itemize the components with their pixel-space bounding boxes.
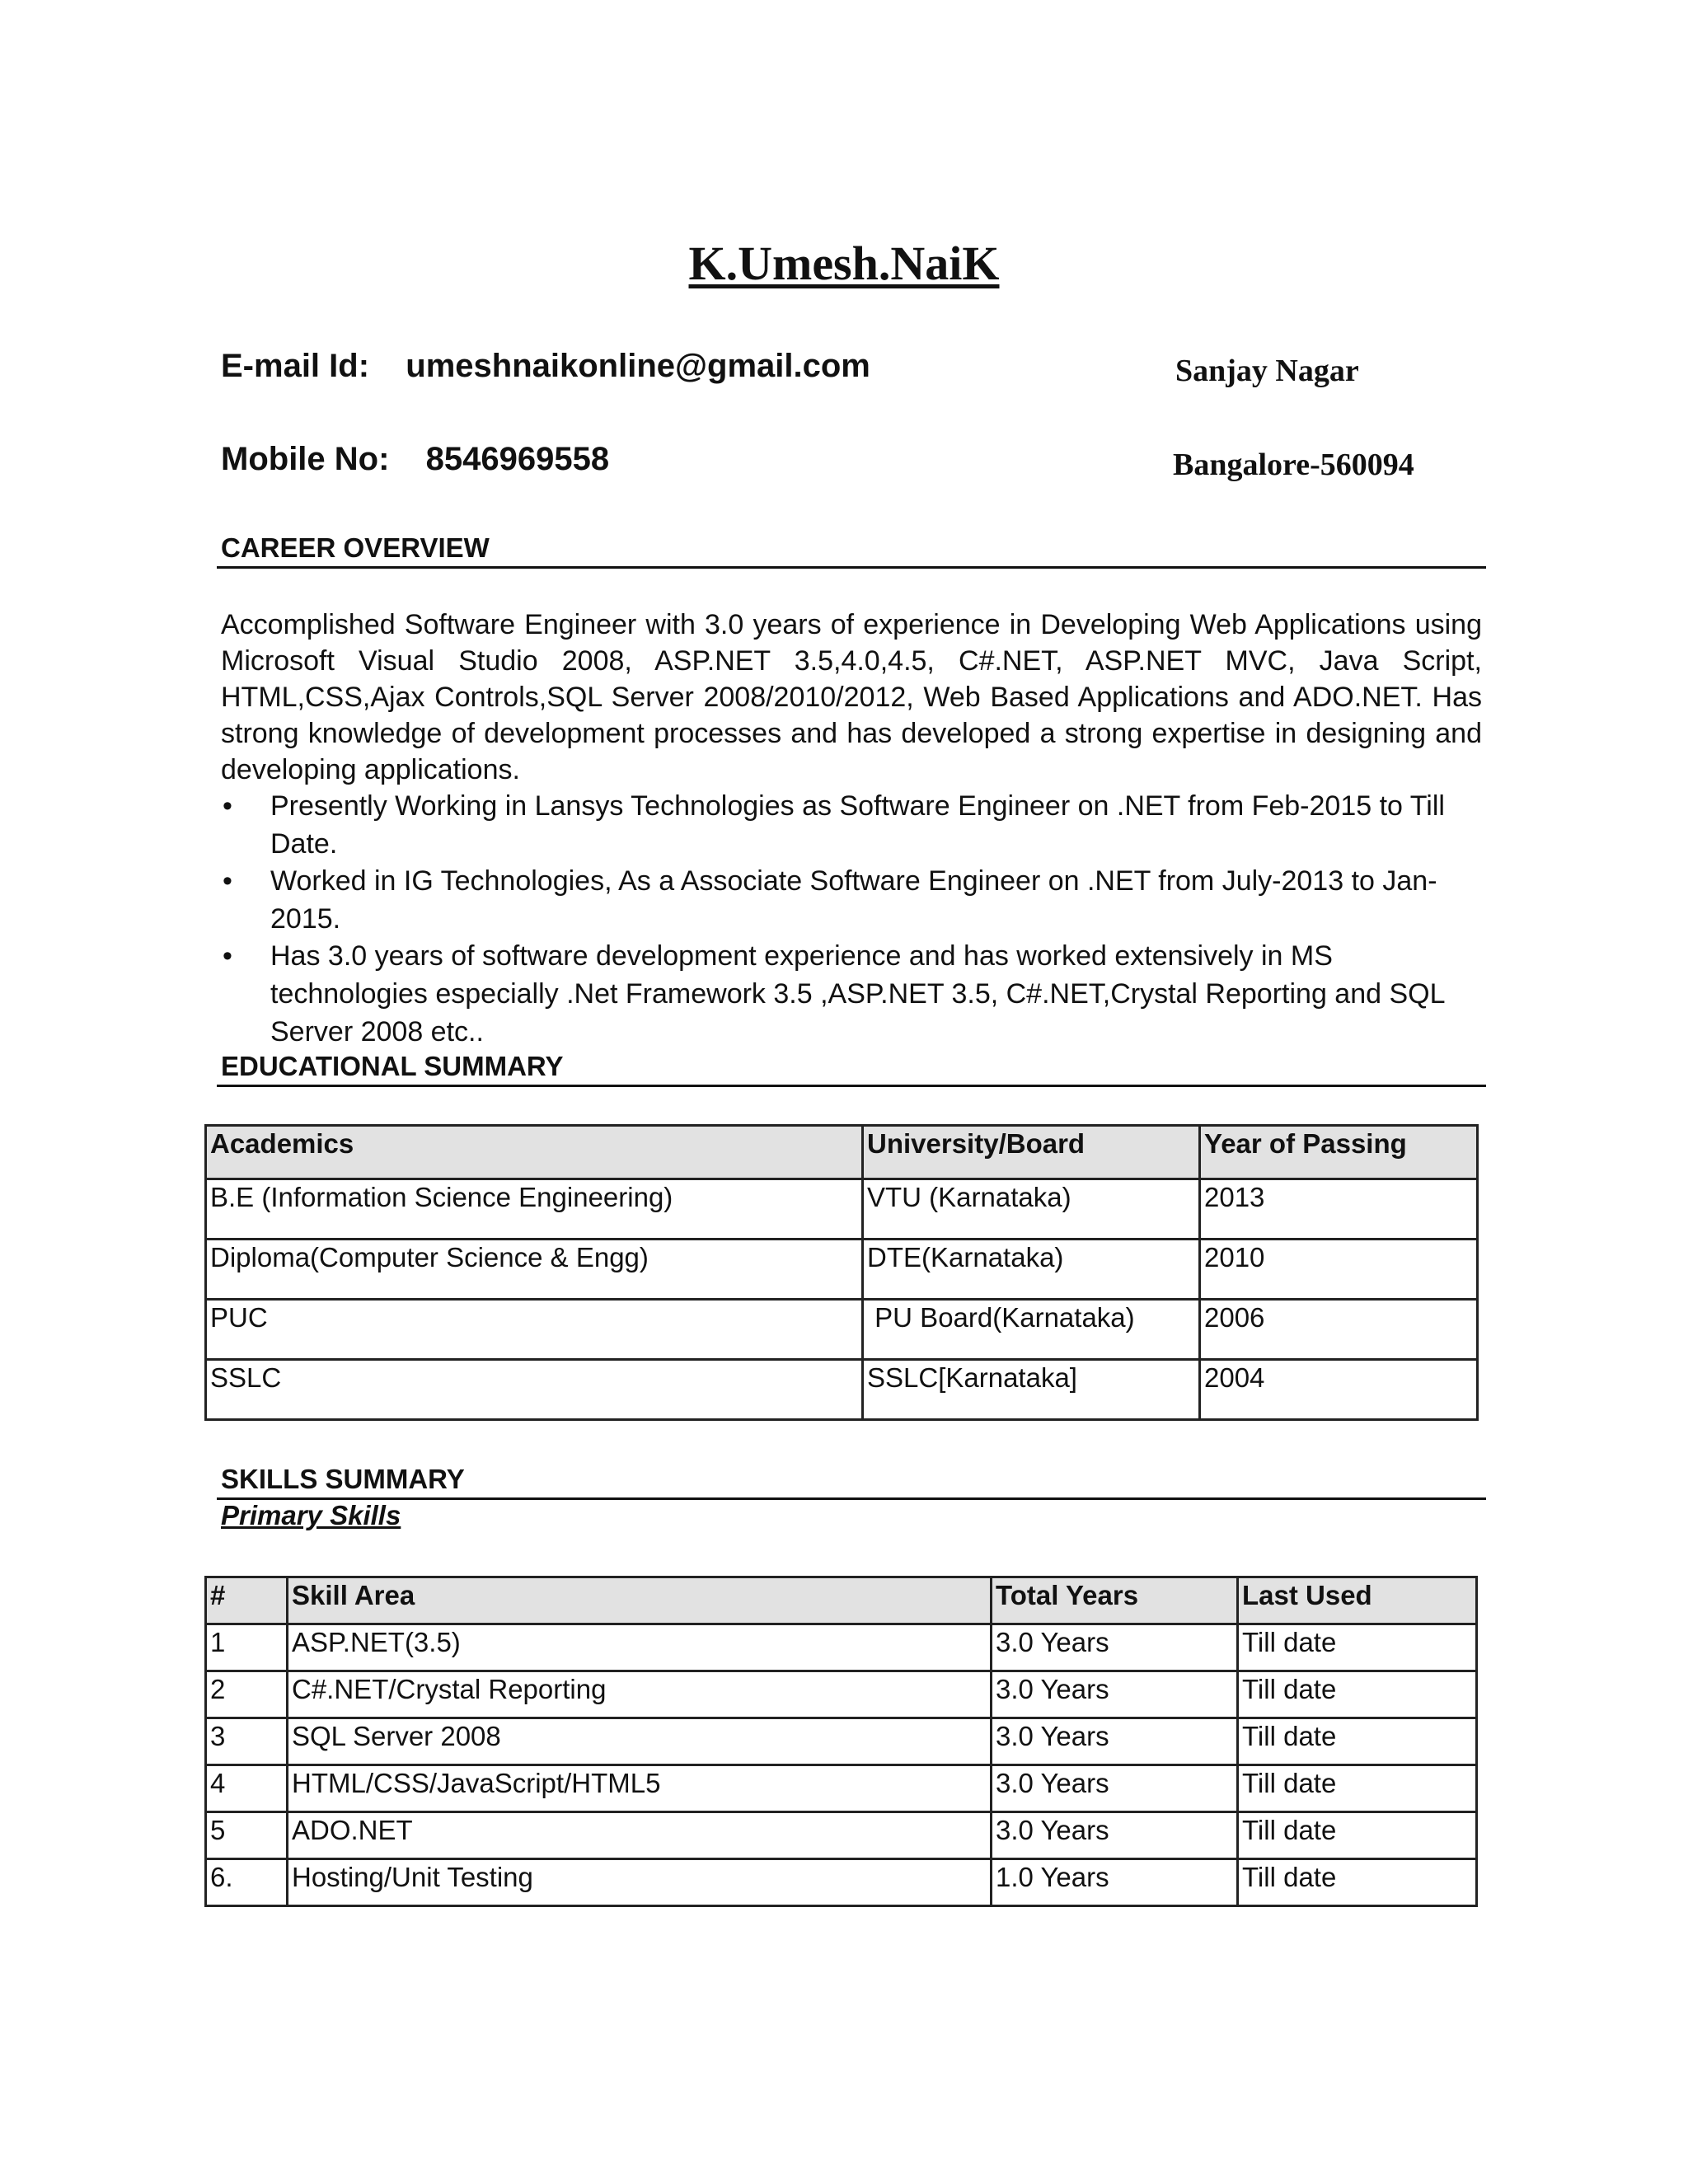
table-cell: HTML/CSS/JavaScript/HTML5 bbox=[288, 1765, 992, 1812]
bullet-text: Has 3.0 years of software development experience and has worked extensively in MS technologies especially .Net Framework 3.5 ,ASP.NET 3.5, C#.NET,Crystal Reporting and SQL Server 2008 etc.. bbox=[270, 940, 1445, 1047]
table-cell: 1 bbox=[206, 1624, 288, 1671]
column-header: Last Used bbox=[1238, 1577, 1477, 1624]
table-row bbox=[206, 1718, 1477, 1765]
table-cell: SSLC[Karnataka] bbox=[863, 1360, 1200, 1420]
address-line-1: Sanjay Nagar bbox=[1175, 354, 1359, 388]
email-label: E-mail Id: bbox=[221, 348, 370, 384]
table-cell: ADO.NET bbox=[288, 1812, 992, 1859]
table-cell: 6. bbox=[206, 1859, 288, 1906]
table-cell: Diploma(Computer Science & Engg) bbox=[206, 1240, 863, 1300]
table-row bbox=[206, 1179, 1478, 1240]
table-cell: 3.0 Years bbox=[992, 1718, 1238, 1765]
table-cell: 1.0 Years bbox=[992, 1859, 1238, 1906]
address-line-2: Bangalore-560094 bbox=[1173, 448, 1414, 482]
candidate-name: K.Umesh.NaiK bbox=[688, 237, 1000, 290]
career-rule bbox=[217, 566, 1486, 569]
table-cell: 5 bbox=[206, 1812, 288, 1859]
table-cell: PU Board(Karnataka) bbox=[863, 1300, 1200, 1360]
table-cell: 3.0 Years bbox=[992, 1765, 1238, 1812]
table-cell: Till date bbox=[1238, 1671, 1477, 1718]
table-row bbox=[206, 1240, 1478, 1300]
email-value: umeshnaikonline@gmail.com bbox=[406, 348, 870, 384]
table-cell: DTE(Karnataka) bbox=[863, 1240, 1200, 1300]
career-paragraph: Accomplished Software Engineer with 3.0 years of experience in Developing Web Applications using Microsoft Visual Studio 2008, ASP.NET 3.5,4.0,4.5, C#.NET, ASP.NET MVC, Java Script, HTML,CSS,Ajax Controls,SQL Server 2008/2010/2012, Web Based Applications and ADO.NET. Has strong knowledge of development processes and has developed a strong expertise in designing and developing applications. bbox=[221, 609, 1482, 785]
mobile-line bbox=[221, 441, 609, 478]
table-cell: VTU (Karnataka) bbox=[863, 1179, 1200, 1240]
table-cell: 2004 bbox=[1200, 1360, 1478, 1420]
skills-table bbox=[204, 1576, 1478, 1907]
table-cell: 2010 bbox=[1200, 1240, 1478, 1300]
table-row bbox=[206, 1300, 1478, 1360]
table-cell: Till date bbox=[1238, 1812, 1477, 1859]
column-header: Year of Passing bbox=[1200, 1126, 1478, 1179]
table-row bbox=[206, 1360, 1478, 1420]
table-cell: 4 bbox=[206, 1765, 288, 1812]
education-heading: EDUCATIONAL SUMMARY bbox=[221, 1051, 564, 1081]
table-cell: 3.0 Years bbox=[992, 1624, 1238, 1671]
table-cell: 2006 bbox=[1200, 1300, 1478, 1360]
bullet-text: Worked in IG Technologies, As a Associate Software Engineer on .NET from July-2013 to Jan-2015. bbox=[270, 865, 1437, 935]
table-cell: Till date bbox=[1238, 1624, 1477, 1671]
table-row bbox=[206, 1624, 1477, 1671]
bullet-icon: • bbox=[223, 865, 232, 897]
bullet-text: Presently Working in Lansys Technologies as Software Engineer on .NET from Feb-2015 to Till Date. bbox=[270, 790, 1445, 860]
table-row bbox=[206, 1765, 1477, 1812]
table-cell: PUC bbox=[206, 1300, 863, 1360]
bullet-icon: • bbox=[223, 790, 232, 822]
email-line bbox=[221, 348, 870, 385]
table-header-row bbox=[206, 1126, 1478, 1179]
mobile-value: 8546969558 bbox=[425, 441, 610, 477]
table-cell: Till date bbox=[1238, 1718, 1477, 1765]
table-cell: SQL Server 2008 bbox=[288, 1718, 992, 1765]
column-header: University/Board bbox=[863, 1126, 1200, 1179]
table-cell: B.E (Information Science Engineering) bbox=[206, 1179, 863, 1240]
table-row bbox=[206, 1671, 1477, 1718]
bullet-icon: • bbox=[223, 940, 232, 972]
skills-heading: SKILLS SUMMARY bbox=[221, 1464, 465, 1494]
education-table bbox=[204, 1124, 1479, 1421]
mobile-label: Mobile No: bbox=[221, 441, 390, 477]
career-heading: CAREER OVERVIEW bbox=[221, 532, 490, 563]
column-header: # bbox=[206, 1577, 288, 1624]
education-rule bbox=[217, 1085, 1486, 1087]
table-cell: Hosting/Unit Testing bbox=[288, 1859, 992, 1906]
table-cell: 3.0 Years bbox=[992, 1671, 1238, 1718]
table-row bbox=[206, 1859, 1477, 1906]
table-cell: 3.0 Years bbox=[992, 1812, 1238, 1859]
table-cell: 2013 bbox=[1200, 1179, 1478, 1240]
table-cell: Till date bbox=[1238, 1765, 1477, 1812]
primary-skills-subheading: Primary Skills bbox=[221, 1500, 401, 1530]
skills-rule bbox=[217, 1497, 1486, 1500]
table-cell: SSLC bbox=[206, 1360, 863, 1420]
table-cell: ASP.NET(3.5) bbox=[288, 1624, 992, 1671]
table-row bbox=[206, 1812, 1477, 1859]
table-cell: 3 bbox=[206, 1718, 288, 1765]
table-cell: 2 bbox=[206, 1671, 288, 1718]
column-header: Total Years bbox=[992, 1577, 1238, 1624]
column-header: Skill Area bbox=[288, 1577, 992, 1624]
table-cell: C#.NET/Crystal Reporting bbox=[288, 1671, 992, 1718]
column-header: Academics bbox=[206, 1126, 863, 1179]
table-cell: Till date bbox=[1238, 1859, 1477, 1906]
table-header-row bbox=[206, 1577, 1477, 1624]
